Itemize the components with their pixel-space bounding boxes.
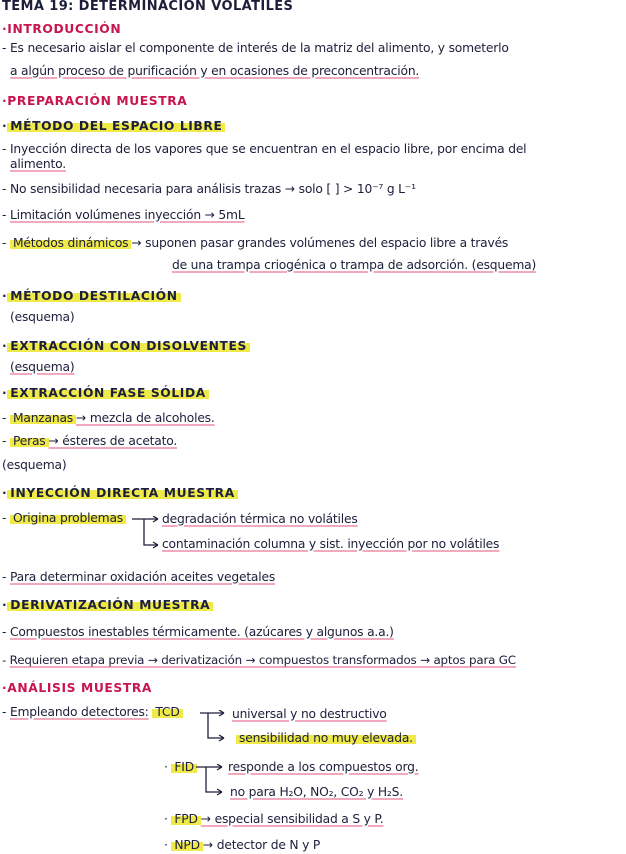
- fpd-label: FPD: [171, 812, 200, 826]
- npd-label: NPD: [171, 838, 202, 852]
- inyeccion-branch-1-text: degradación térmica no volátiles: [162, 512, 358, 526]
- espacio-item-4b: [172, 257, 536, 274]
- intro-text-1: Es necesario aislar el componente de interés de la matriz del alimento, y someterlo: [9, 41, 509, 55]
- espacio-item-4: - Métodos dinámicos → suponen pasar grandes volúmenes del espacio libre a través: [2, 236, 509, 250]
- espacio-item-1: - Inyección directa de los vapores que se encuentran en el espacio libre, por encima del: [2, 142, 527, 156]
- destilacion-heading-text: MÉTODO DESTILACIÓN: [7, 289, 180, 303]
- espacio-heading: · MÉTODO DEL ESPACIO LIBRE: [2, 118, 225, 135]
- derivatizacion-heading-text: DERIVATIZACIÓN MUESTRA: [7, 598, 213, 612]
- fid-label: FID: [171, 760, 197, 774]
- espacio-item-3: - Limitación volúmenes inyección → 5mL: [2, 208, 245, 222]
- intro-heading-text: INTRODUCCIÓN: [7, 22, 122, 36]
- derivatizacion-item-2: - Requieren etapa previa → derivatización → compuestos transformados → aptos para GC: [2, 653, 516, 667]
- inyeccion-label: Origina problemas: [10, 511, 126, 525]
- solida-item-1-label: Manzanas: [10, 411, 76, 425]
- espacio-item-1b-text: alimento.: [10, 157, 66, 171]
- espacio-item-4-label: Métodos dinámicos: [10, 236, 131, 250]
- fid-bracket: [196, 764, 226, 798]
- analisis-lead-text: Empleando detectores:: [9, 705, 149, 719]
- solida-item-1: - Manzanas → mezcla de alcoholes.: [2, 411, 215, 425]
- inyeccion-branch-2-text: contaminación columna y sist. inyección por no volátiles: [162, 537, 500, 551]
- disolventes-heading: · EXTRACCIÓN CON DISOLVENTES: [2, 338, 250, 355]
- analisis-heading-text: ANÁLISIS MUESTRA: [7, 681, 153, 695]
- intro-line-2: [10, 63, 419, 80]
- intro-line-1: - Es necesario aislar el componente de interés de la matriz del alimento, y someterlo: [2, 41, 509, 55]
- npd-line: · NPD → detector de N y P: [164, 838, 321, 852]
- inyeccion-branch-bracket: [132, 516, 162, 550]
- tcd-2-text: sensibilidad no muy elevada.: [236, 731, 416, 745]
- derivatizacion-heading: · DERIVATIZACIÓN MUESTRA: [2, 597, 213, 614]
- analisis-lead: - Empleando detectores: TCD: [2, 704, 183, 721]
- inyeccion-label-line: - Origina problemas: [2, 510, 126, 527]
- tcd-2: [236, 730, 416, 747]
- derivatizacion-item-1: - Compuestos inestables térmicamente. (azúcares y algunos a.a.): [2, 625, 394, 639]
- inyeccion-branch-1: [162, 511, 358, 528]
- espacio-item-1b: [10, 156, 66, 173]
- prep-heading-text: PREPARACIÓN MUESTRA: [7, 94, 188, 108]
- fid-2: [230, 784, 403, 801]
- inyeccion-heading: · INYECCIÓN DIRECTA MUESTRA: [2, 485, 238, 502]
- disolventes-note-text: (esquema): [10, 360, 75, 374]
- tcd-label: TCD: [152, 705, 182, 719]
- espacio-item-2: - No sensibilidad necesaria para análisis trazas → solo [ ] > 10⁻⁷ g L⁻¹: [2, 182, 416, 196]
- prep-heading: ·PREPARACIÓN MUESTRA: [2, 94, 188, 108]
- inyeccion-heading-text: INYECCIÓN DIRECTA MUESTRA: [7, 486, 238, 500]
- solida-heading: · EXTRACCIÓN FASE SÓLIDA: [2, 385, 209, 402]
- fpd-1-text: → especial sensibilidad a S y P.: [200, 812, 384, 826]
- espacio-heading-text: MÉTODO DEL ESPACIO LIBRE: [7, 119, 225, 133]
- inyeccion-branch-2: [162, 536, 499, 553]
- disolventes-heading-text: EXTRACCIÓN CON DISOLVENTES: [7, 339, 250, 353]
- intro-text-2: a algún proceso de purificación y en ocasiones de preconcentración.: [10, 64, 420, 78]
- destilacion-note: (esquema): [10, 310, 75, 324]
- derivatizacion-item-2-text: Requieren etapa previa → derivatización → compuestos transformados → aptos para GC: [9, 653, 516, 667]
- solida-note: (esquema): [2, 458, 67, 472]
- fpd-line: · FPD → especial sensibilidad a S y P.: [164, 812, 384, 826]
- espacio-item-1-text: Inyección directa de los vapores que se encuentran en el espacio libre, por encima del: [9, 142, 527, 156]
- tcd-1: [232, 706, 387, 723]
- fid-1-text: responde a los compuestos org.: [228, 760, 419, 774]
- derivatizacion-item-1-text: Compuestos inestables térmicamente. (azúcares y algunos a.a.): [9, 625, 394, 639]
- espacio-item-3-text: Limitación volúmenes inyección → 5mL: [9, 208, 245, 222]
- espacio-item-2-text: No sensibilidad necesaria para análisis trazas → solo [ ] > 10⁻⁷ g L⁻¹: [9, 182, 416, 196]
- solida-item-2-text: → ésteres de acetato.: [48, 434, 178, 448]
- npd-1-text: → detector de N y P: [202, 838, 321, 852]
- page-title: TEMA 19: DETERMINACIÓN VOLÁTILES: [2, 0, 294, 14]
- disolventes-note: [10, 359, 74, 376]
- espacio-item-4b-text: de una trampa criogénica o trampa de adsorción. (esquema): [172, 258, 537, 272]
- fid-1: [228, 759, 418, 776]
- inyeccion-item-2-text: Para determinar oxidación aceites vegetales: [9, 570, 276, 584]
- destilacion-heading: · MÉTODO DESTILACIÓN: [2, 288, 181, 305]
- solida-item-2-label: Peras: [10, 434, 49, 448]
- analisis-heading: ·ANÁLISIS MUESTRA: [2, 681, 153, 695]
- solida-heading-text: EXTRACCIÓN FASE SÓLIDA: [7, 386, 209, 400]
- tcd-bracket: [200, 710, 230, 744]
- fid-label-line: · FID: [164, 759, 197, 776]
- fid-2-text: no para H₂O, NO₂, CO₂ y H₂S.: [230, 785, 403, 799]
- solida-item-1-text: → mezcla de alcoholes.: [76, 411, 215, 425]
- intro-heading: ·INTRODUCCIÓN: [2, 22, 122, 36]
- inyeccion-item-2: - Para determinar oxidación aceites vegetales: [2, 570, 276, 584]
- solida-item-2: - Peras → ésteres de acetato.: [2, 434, 178, 448]
- tcd-1-text: universal y no destructivo: [232, 707, 387, 721]
- espacio-item-4-text: → suponen pasar grandes volúmenes del espacio libre a través: [131, 236, 509, 250]
